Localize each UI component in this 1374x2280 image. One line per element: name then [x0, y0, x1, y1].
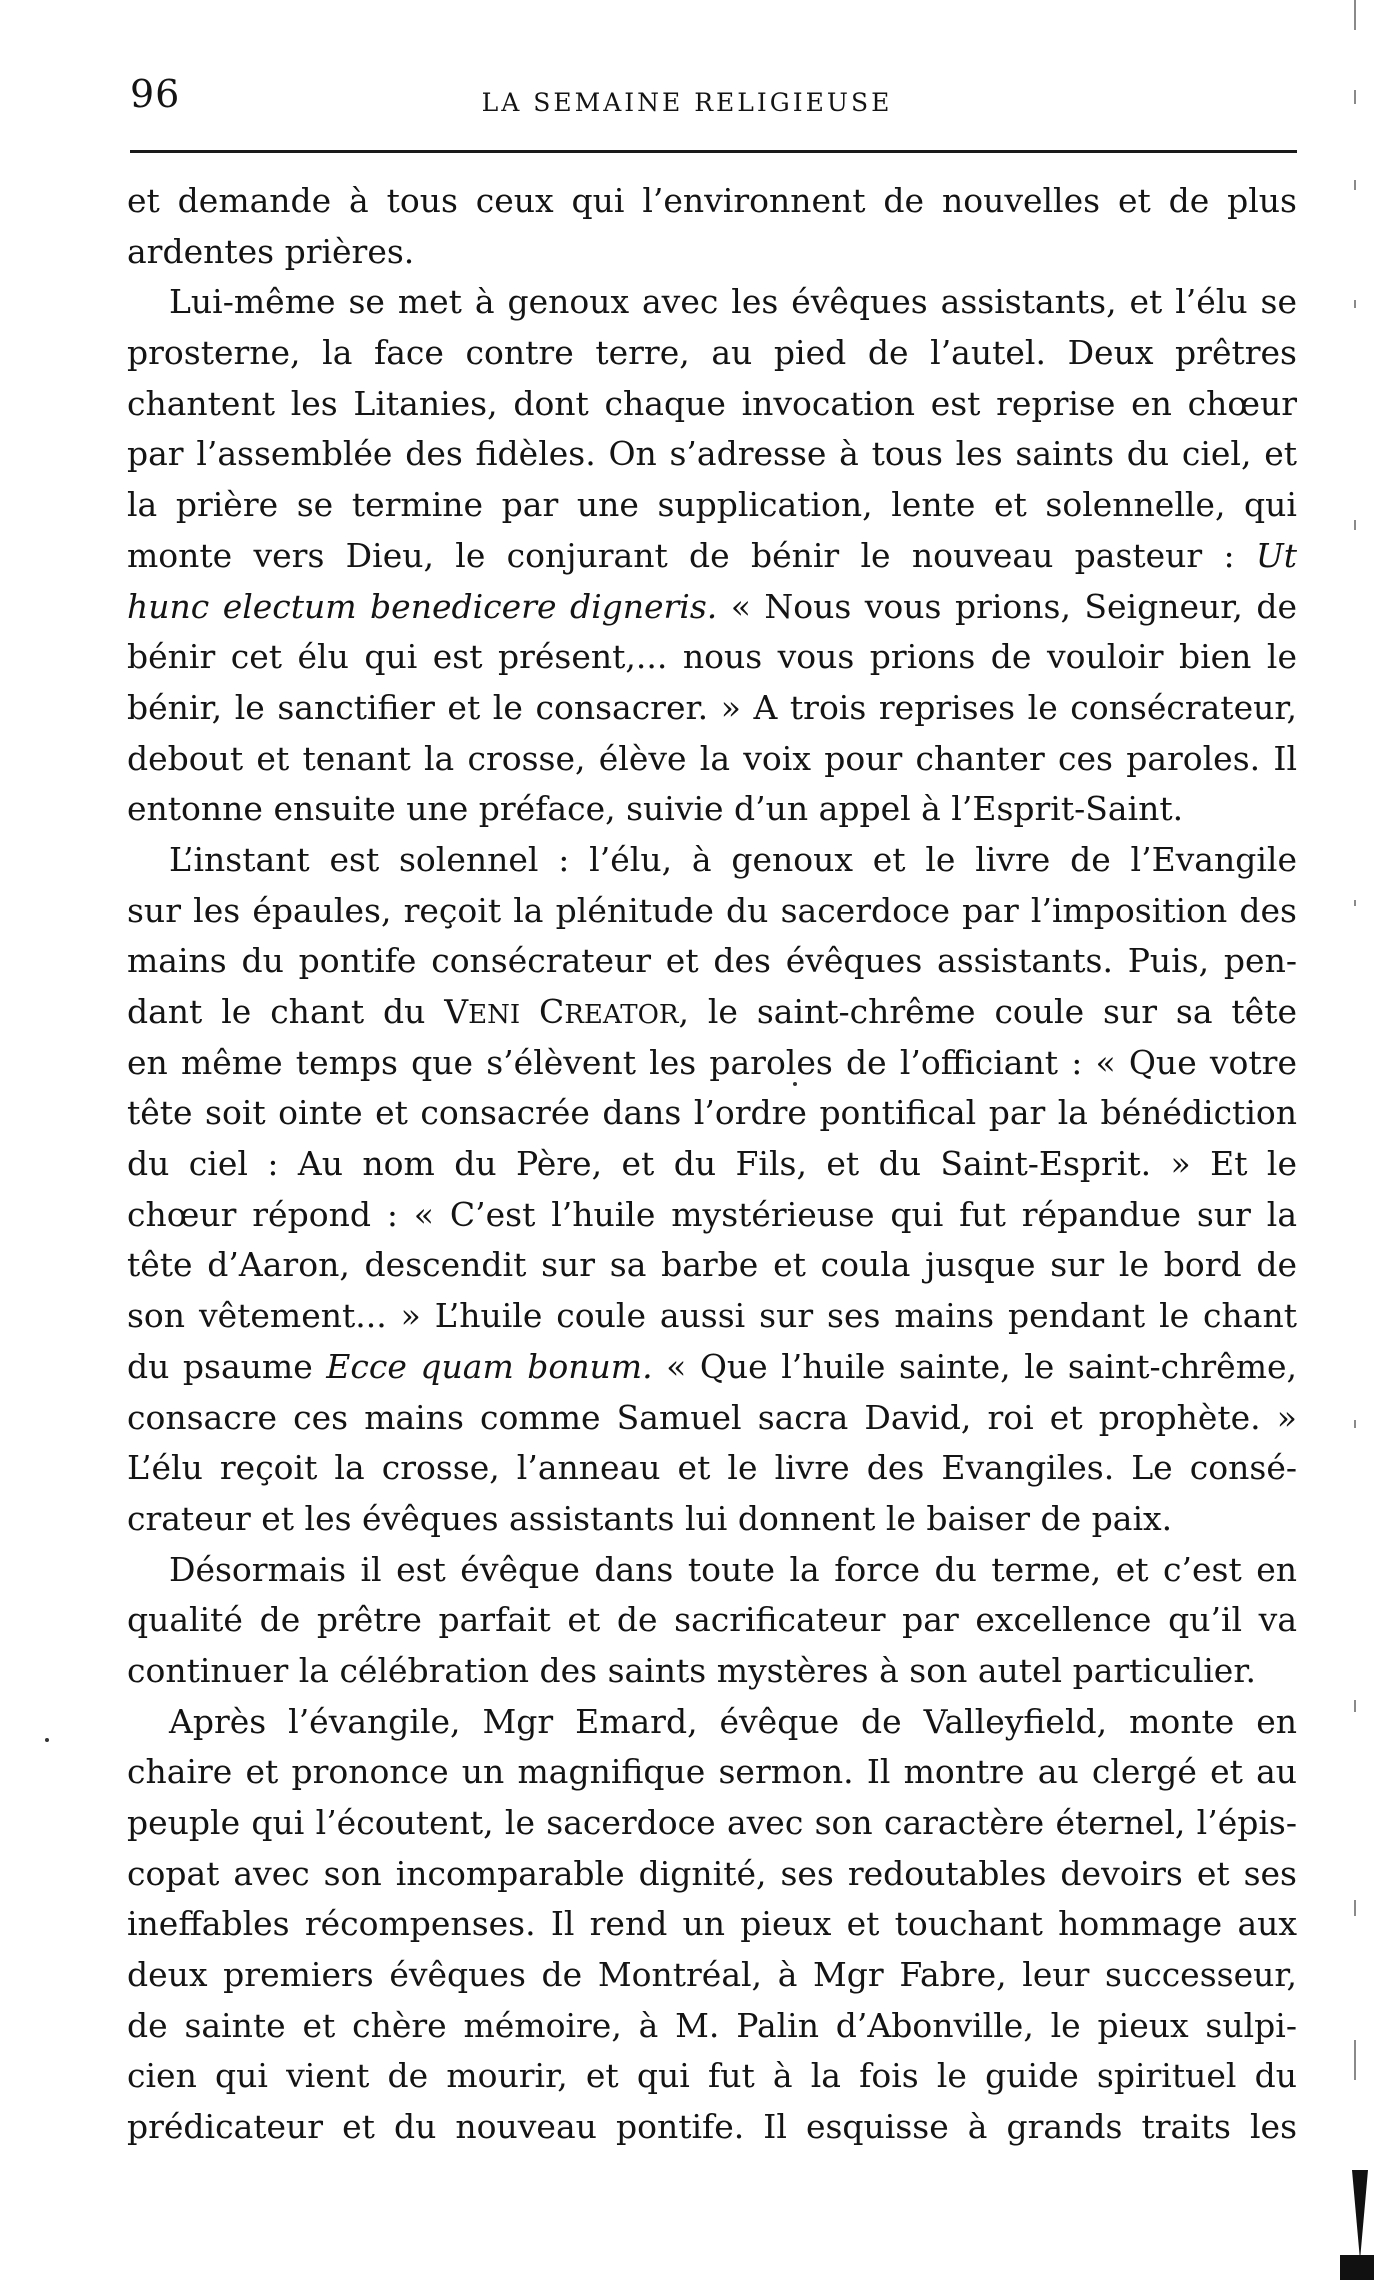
- text-line: hunc electum benedicere digneris. « Nous vous prions, Seigneur, de: [127, 586, 1297, 626]
- text-line: continuer la célébration des saints mystères à son autel particulier.: [127, 1650, 1256, 1690]
- text-line: consacre ces mains comme Samuel sacra David, roi et prophète. »: [127, 1397, 1297, 1437]
- text-line: Après l’évangile, Mgr Emard, évêque de Valleyfield, monte en: [169, 1701, 1297, 1741]
- text-line: prosterne, la face contre terre, au pied de l’autel. Deux prêtres: [127, 333, 1297, 373]
- text-line: deux premiers évêques de Montréal, à Mgr Fabre, leur successeur,: [127, 1955, 1297, 1995]
- text-line: Lui-même se met à genoux avec les évêques assistants, et l’élu se: [169, 282, 1297, 322]
- text-line: et demande à tous ceux qui l’environnent de nouvelles et de plus: [127, 181, 1297, 220]
- text-line: tête d’Aaron, descendit sur sa barbe et coula jusque sur le bord de: [127, 1245, 1297, 1285]
- text-line: prédicateur et du nouveau pontife. Il esquisse à grands traits les: [127, 2107, 1297, 2147]
- text-line: crateur et les évêques assistants lui donnent le baiser de paix.: [127, 1498, 1173, 1538]
- text-line: bénir cet élu qui est présent,... nous vous prions de vouloir bien le: [127, 637, 1297, 677]
- text-line: debout et tenant la crosse, élève la voix pour chanter ces paroles. Il: [127, 738, 1297, 778]
- text-line: chantent les Litanies, dont chaque invocation est reprise en chœur: [127, 383, 1297, 423]
- text-line: entonne ensuite une préface, suivie d’un appel à l’Esprit-Saint.: [127, 789, 1184, 829]
- paragraph-4: [127, 1545, 1297, 1697]
- text-line: chœur répond : « C’est l’huile mystérieuse qui fut répandue sur la: [127, 1194, 1297, 1234]
- text-line: qualité de prêtre parfait et de sacrificateur par excellence qu’il va: [127, 1600, 1297, 1640]
- running-title: LA SEMAINE RELIGIEUSE: [481, 88, 893, 117]
- text-line: L’instant est solennel : l’élu, à genoux et le livre de l’Evangile: [169, 839, 1297, 879]
- paragraph-2: [127, 277, 1297, 835]
- body-text: [127, 176, 1297, 2153]
- paragraph-1: [127, 176, 1297, 277]
- paragraph-5: [127, 1697, 1297, 2153]
- text-line: tête soit ointe et consacrée dans l’ordre pontifical par la bénédiction: [127, 1093, 1297, 1133]
- text-line: monte vers Dieu, le conjurant de bénir le nouveau pasteur : Ut: [127, 535, 1297, 575]
- page-number: 96: [130, 72, 181, 116]
- text-line: ardentes prières.: [127, 231, 415, 271]
- text-line: chaire et prononce un magnifique sermon. Il montre au clergé et au: [127, 1752, 1297, 1792]
- header-rule: [130, 150, 1297, 153]
- text-line: la prière se termine par une supplication, lente et solennelle, qui: [127, 485, 1297, 525]
- text-line: de sainte et chère mémoire, à M. Palin d’Abonville, le pieux sulpi-: [127, 2005, 1297, 2045]
- text-line: cien qui vient de mourir, et qui fut à la fois le guide spirituel du: [127, 2056, 1297, 2096]
- text-line: par l’assemblée des fidèles. On s’adresse à tous les saints du ciel, et: [127, 434, 1297, 474]
- text-line: du ciel : Au nom du Père, et du Fils, et du Saint-Esprit. » Et le: [127, 1144, 1297, 1184]
- scan-edge-marks: [1348, 0, 1360, 2280]
- text-line: copat avec son incomparable dignité, ses redoutables devoirs et ses: [127, 1853, 1297, 1893]
- text-line: en même temps que s’élèvent les paroles de l’officiant : « Que votre: [127, 1042, 1297, 1082]
- text-line: sur les épaules, reçoit la plénitude du sacerdoce par l’imposition des: [127, 890, 1297, 930]
- text-line: bénir, le sanctifier et le consacrer. » A trois reprises le consécrateur,: [127, 687, 1297, 727]
- text-line: du psaume Ecce quam bonum. « Que l’huile sainte, le saint-chrême,: [127, 1346, 1297, 1386]
- stray-dot: [793, 1082, 797, 1086]
- text-line: Désormais il est évêque dans toute la force du terme, et c’est en: [169, 1549, 1297, 1589]
- text-line: ineffables récompenses. Il rend un pieux et touchant hommage aux: [127, 1904, 1297, 1944]
- text-line: peuple qui l’écoutent, le sacerdoce avec son caractère éternel, l’épis-: [127, 1803, 1297, 1842]
- scan-edge-spike: [1352, 2170, 1368, 2260]
- stray-dot: [45, 1738, 49, 1742]
- text-line: mains du pontife consécrateur et des évêques assistants. Puis, pen-: [127, 941, 1297, 981]
- scan-edge-base: [1340, 2255, 1374, 2280]
- paragraph-3: [127, 835, 1297, 1545]
- text-line: son vêtement... » L’huile coule aussi sur ses mains pendant le chant: [127, 1296, 1297, 1336]
- text-line: L’élu reçoit la crosse, l’anneau et le livre des Evangiles. Le consé-: [127, 1448, 1297, 1488]
- text-line: dant le chant du VENI CREATOR, le saint-chrême coule sur sa tête: [127, 992, 1297, 1031]
